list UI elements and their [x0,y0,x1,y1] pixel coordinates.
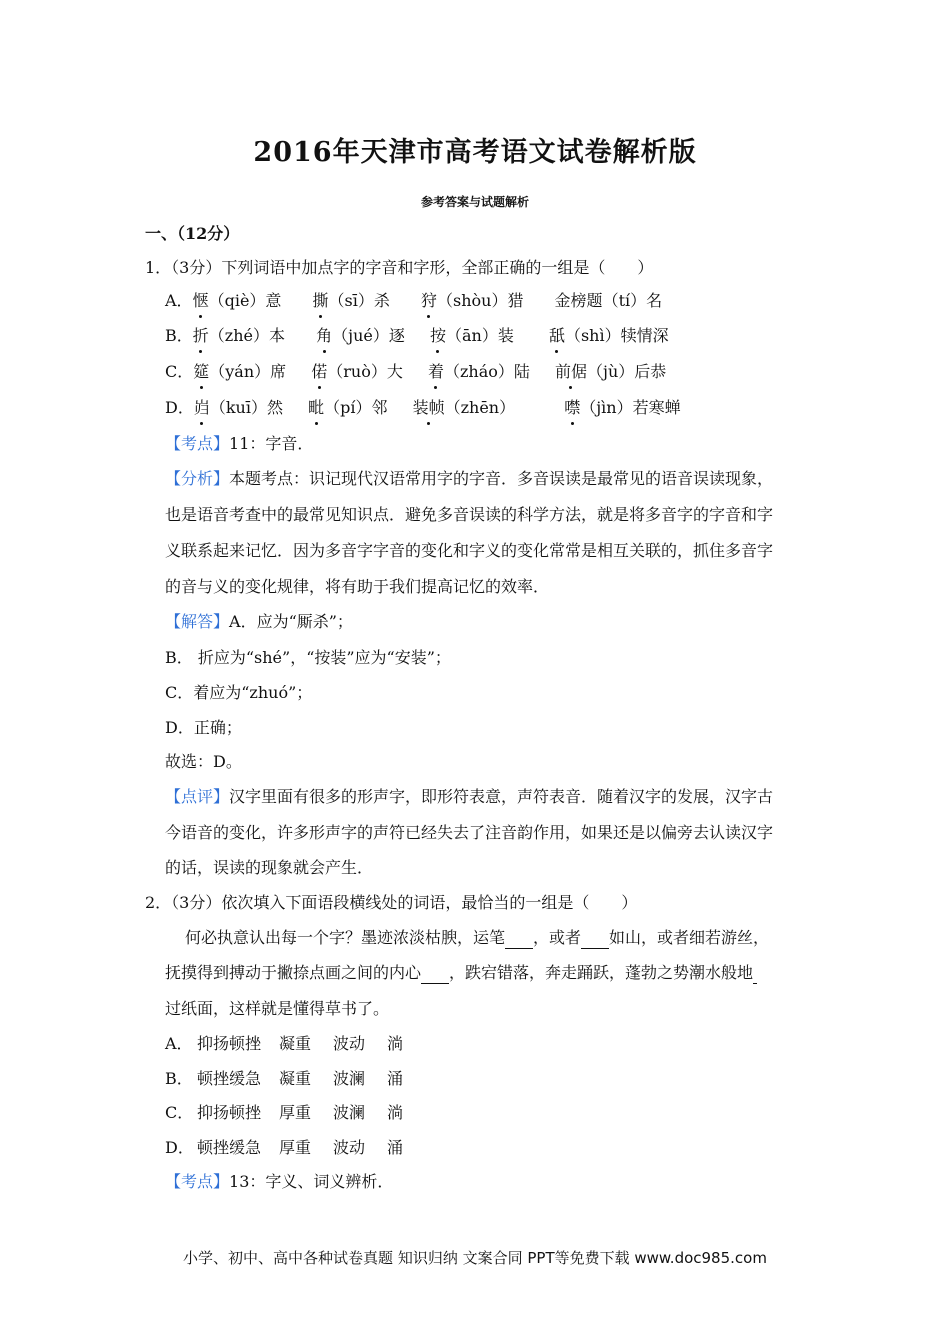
q1-option-d: D．岿（kuī）然 毗（pí）邻 装帧（zhēn） 噤（jìn）若寒蝉 [165,398,681,417]
q2-stem: 2．（3分）依次填入下面语段横线处的词语，最恰当的一组是（ ） [145,893,638,912]
dotted-char: 角 [316,326,333,345]
q2-option-a: A． 抑扬顿挫 凝重 波动 淌 [165,1034,404,1053]
q1-dianping: 【点评】汉字里面有很多的形声字，即形符表意，声符表音．随着汉字的发展，汉字古 [165,787,774,806]
section-heading: 一、（12分） [145,224,240,243]
q2-passage-line3: 过纸面，这样就是懂得草书了。 [165,999,390,1018]
dotted-char: 撕 [312,291,329,310]
q1-option-a: A．惬（qiè）意 撕（sī）杀 狩（shòu）猎 金榜题（tí）名 [165,291,663,310]
q1-fenxi: 【分析】本题考点：识记现代汉语常用字的字音．多音误读是最常见的语音误读现象， [165,469,774,488]
dotted-char: 岿 [193,398,210,417]
dotted-char: 毗 [308,398,325,417]
dotted-char: 着 [427,362,444,381]
jieda-tag: 【解答】 [165,612,230,631]
q1-jieda-line2: B． 折应为“shé”，“按装”应为“安装”； [165,648,451,667]
q2-passage-line1: 何必执意认出每一个字？墨迹浓淡枯腴，运笔 ，或者 如山，或者细若游丝， [185,928,770,947]
q1-jieda-line3: C．着应为“zhuó”； [165,683,313,702]
dotted-char: 前倨 [554,362,587,381]
dotted-char: 噤 [564,398,581,417]
q1-option-c: C．筵（yán）席 偌（ruò）大 着（zháo）陆 前倨（jù）后恭 [165,362,667,381]
q1-option-b: B．折（zhé）本 角（jué）逐 按（ān）装 舐（shì）犊情深 [165,326,669,345]
fill-blank-3 [421,965,449,984]
dotted-char: 折 [192,326,209,345]
q1-kaodian: 【考点】11：字音． [165,434,314,453]
dotted-char: 偌 [311,362,328,381]
q1-dianping-line2: 今语音的变化，许多形声字的声符已经失去了注音韵作用，如果还是以偏旁去认读汉字 [165,823,774,842]
q1-stem: 1．（3分）下列词语中加点字的字音和字形，全部正确的一组是（ ） [145,258,654,277]
q2-kaodian: 【考点】13：字义、词义辨析． [165,1172,394,1191]
page-title: 2016年天津市高考语文试卷解析版 [253,137,697,168]
q1-jieda-line5: 故选：D。 [165,752,242,771]
q1-fenxi-line2: 也是语音考查中的最常见知识点．避免多音误读的科学方法，就是将多音字的字音和字 [165,505,774,524]
q2-option-c: C． 抑扬顿挫 厚重 波澜 淌 [165,1103,404,1122]
q1-dianping-line3: 的话，误读的现象就会产生． [165,858,374,877]
q1-jieda: 【解答】A．应为“厮杀”； [165,612,353,631]
fill-blank-1 [505,930,533,949]
dotted-char: 筵 [193,362,210,381]
dotted-char: 狩 [420,291,437,310]
fill-blank-4 [753,965,757,984]
option-label: C． [165,362,194,381]
fill-blank-2 [581,930,609,949]
q2-option-d: D． 顿挫缓急 厚重 波动 涌 [165,1138,404,1157]
q1-fenxi-line3: 义联系起来记忆．因为多音字字音的变化和字义的变化常常是相互关联的，抓住多音字 [165,541,774,560]
kaodian-tag: 【考点】 [165,1172,230,1191]
dotted-char: 惬 [192,291,209,310]
option-label: D． [165,398,194,417]
q2-passage-line2: 抚摸得到搏动于撇捺点画之间的内心 ，跌宕错落，奔走踊跃，蓬勃之势潮水般地 [165,962,757,984]
page-subtitle: 参考答案与试题解析 [420,195,529,209]
option-label: A． [165,291,193,310]
dianping-tag: 【点评】 [165,787,230,806]
dotted-char: 舐 [548,326,565,345]
kaodian-tag: 【考点】 [165,434,230,453]
dotted-char: 装帧 [412,398,445,417]
fenxi-tag: 【分析】 [165,469,230,488]
dotted-char: 按 [429,326,446,345]
q1-fenxi-line4: 的音与义的变化规律，将有助于我们提高记忆的效率． [165,577,550,596]
page-footer: 小学、初中、高中各种试卷真题 知识归纳 文案合同 PPT等免费下载 www.doc985.com [183,1249,767,1267]
option-label: B． [165,326,193,345]
q2-option-b: B． 顿挫缓急 凝重 波澜 涌 [165,1069,404,1088]
q1-jieda-line4: D．正确； [165,718,242,737]
